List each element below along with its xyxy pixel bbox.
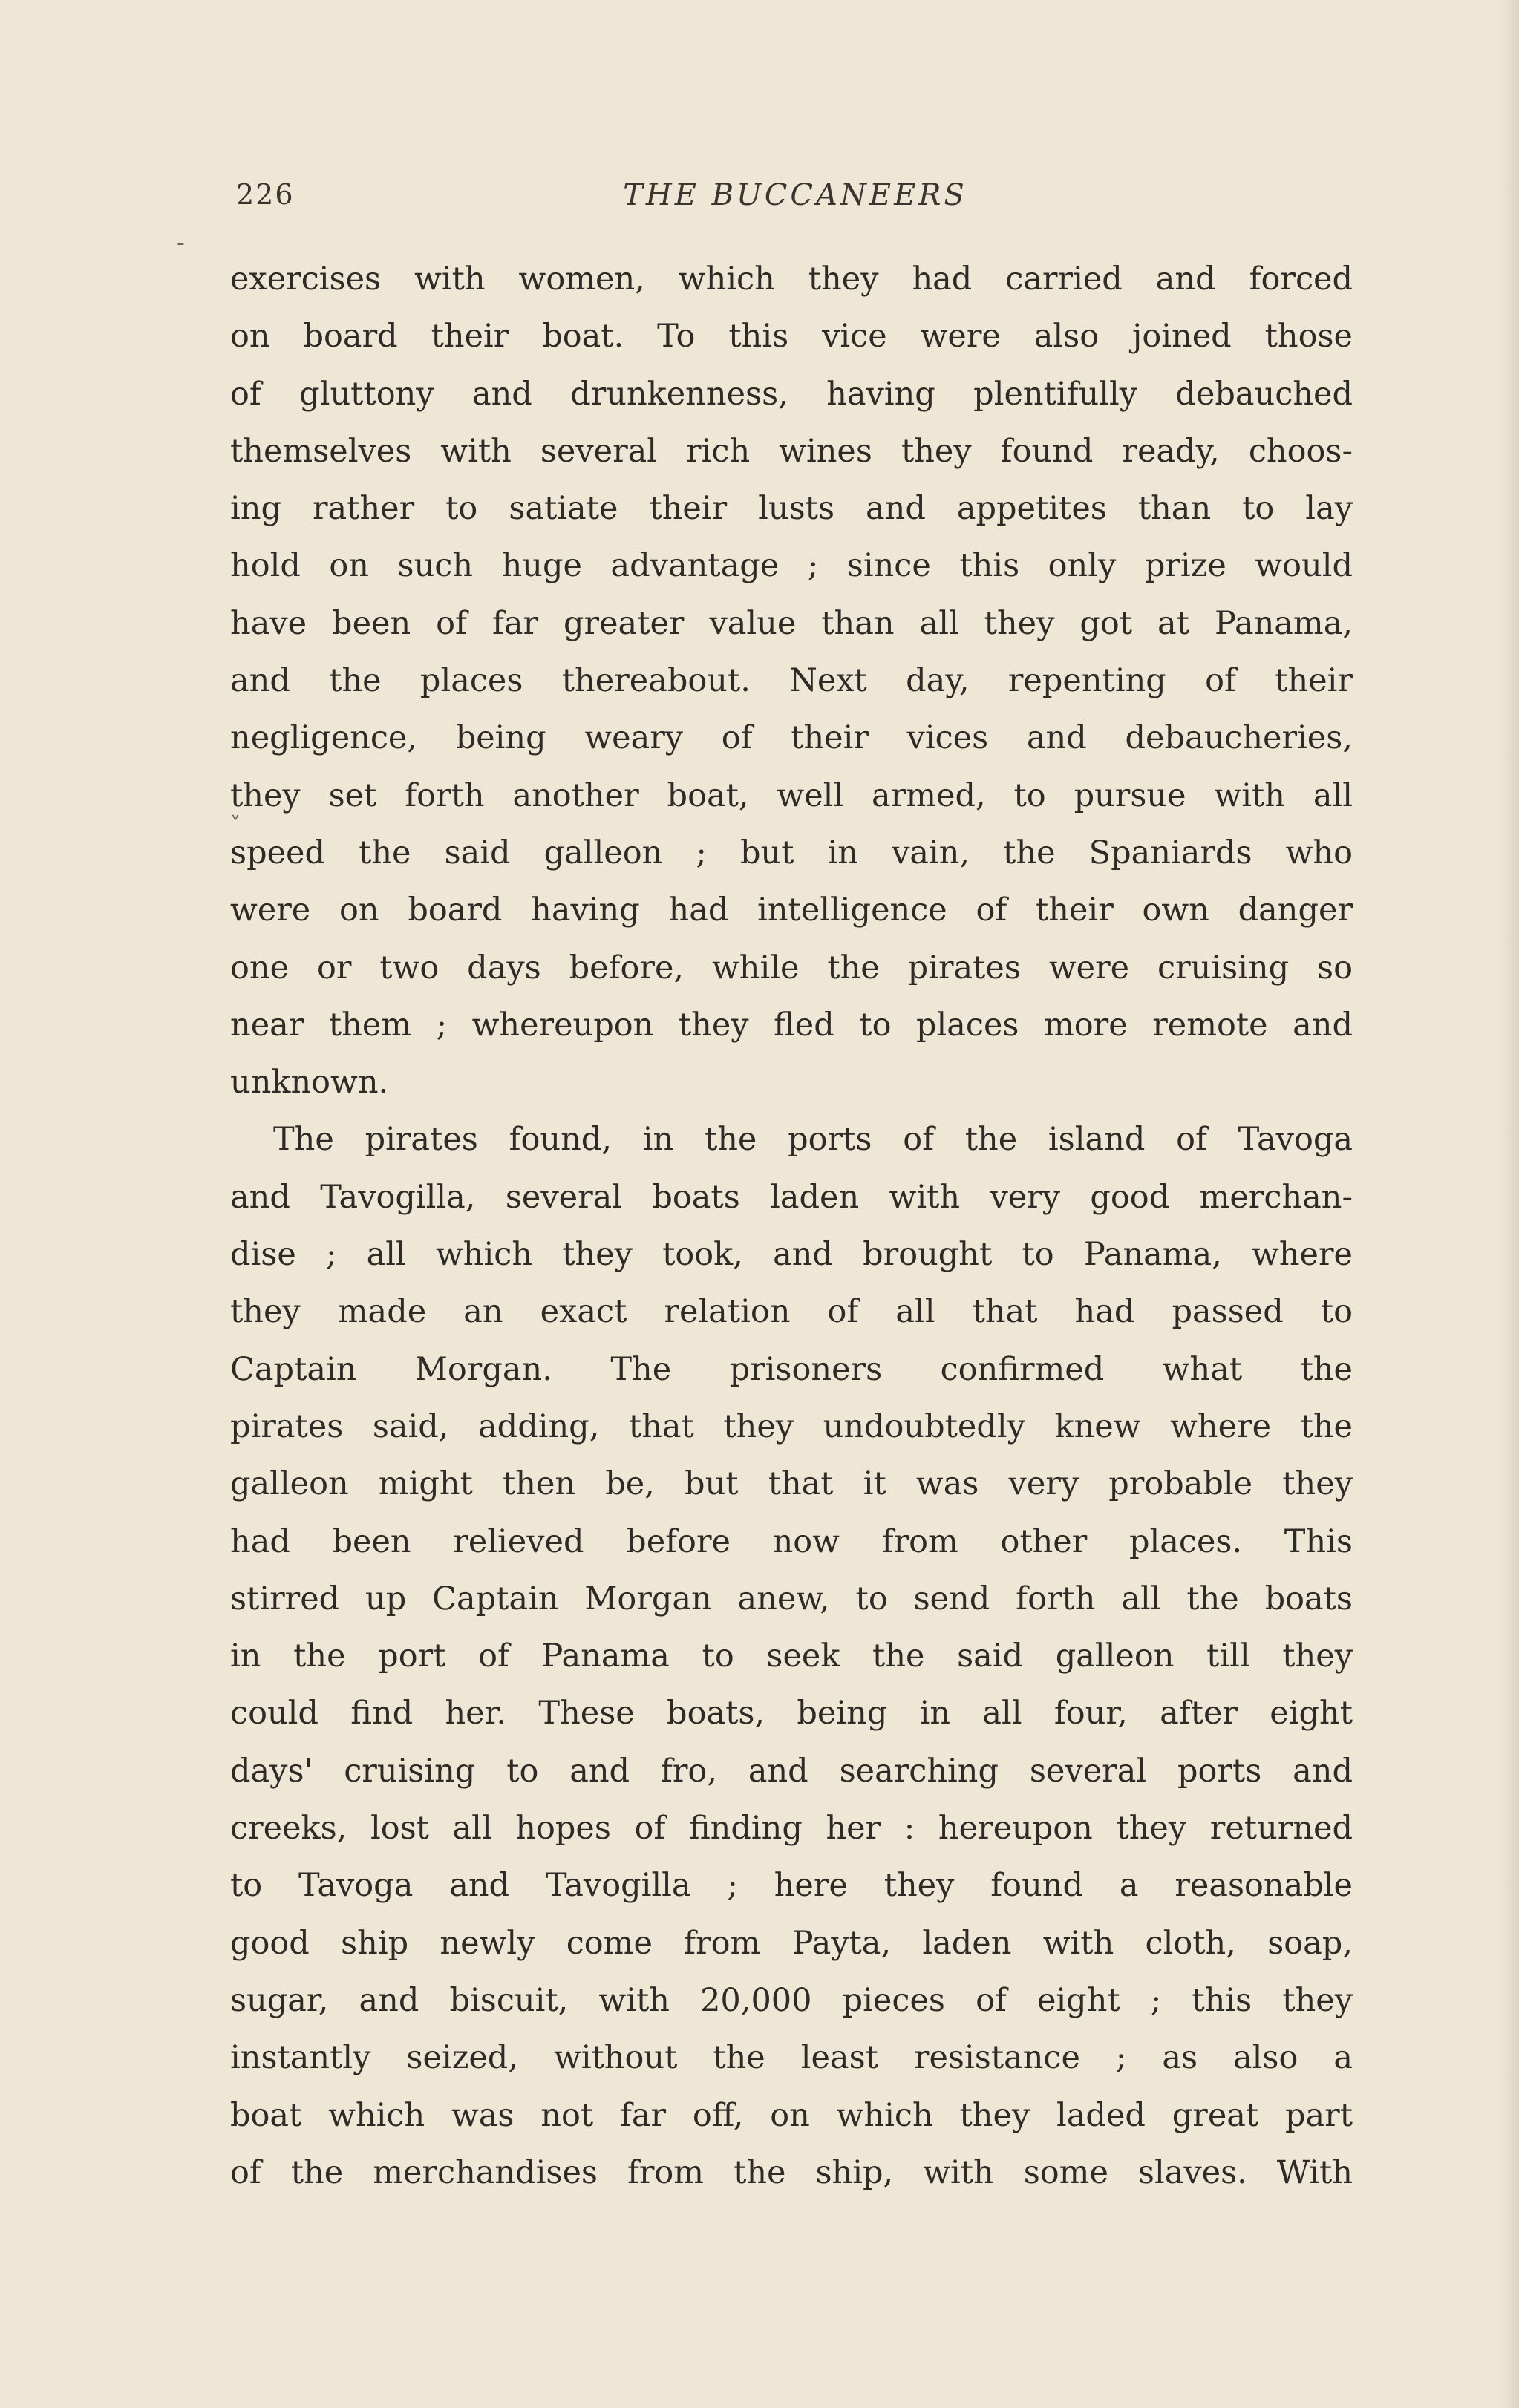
page-number: 226 [236, 178, 295, 211]
text-line: of the merchandises from the ship, with some slaves. With [230, 2153, 1353, 2191]
text-line: stirred up Captain Morgan anew, to send forth all the boats [230, 1580, 1353, 1617]
text-line: have been of far greater value than all they got at Panama, [230, 604, 1353, 642]
running-title: THE BUCCANEERS [623, 178, 967, 212]
text-line: hold on such huge advantage ; since this only prize would [230, 547, 1353, 585]
text-line: near them ; whereupon they fled to places more remote and [230, 1006, 1353, 1044]
text-line: had been relieved before now from other places. This [230, 1522, 1353, 1560]
text-line: and the places thereabout. Next day, repenting of their [230, 662, 1353, 700]
text-line: of gluttony and drunkenness, having plentifully debauched [230, 375, 1353, 413]
text-line: to Tavoga and Tavogilla ; here they found a reasonable [230, 1867, 1353, 1905]
text-line: they made an exact relation of all that had passed to [230, 1293, 1353, 1331]
text-line: ing rather to satiate their lusts and appetites than to lay [230, 490, 1353, 528]
text-line: speed the said galleon ; but in vain, the Spaniards who [230, 834, 1353, 871]
page-edge-shadow [1500, 0, 1519, 2408]
text-line: negligence, being weary of their vices and debaucheries, [230, 719, 1353, 757]
text-line: they set forth another boat, well armed, to pursue with all [230, 776, 1353, 814]
paragraph-2 [230, 1111, 1353, 2202]
text-line: days' cruising to and fro, and searching several ports and [230, 1752, 1353, 1790]
text-line: good ship newly come from Payta, laden with cloth, soap, [230, 1924, 1353, 1962]
body-text [230, 251, 1353, 2202]
text-line: exercises with women, which they had carried and forced [230, 261, 1353, 298]
text-line: one or two days before, while the pirates were cruising so [230, 949, 1353, 987]
text-line: instantly seized, without the least resistance ; as also a [230, 2039, 1353, 2077]
text-line: dise ; all which they took, and brought to Panama, where [230, 1236, 1353, 1274]
text-line: themselves with several rich wines they found ready, choos- [230, 432, 1353, 470]
text-line: galleon might then be, but that it was very probable they [230, 1465, 1353, 1503]
text-line: on board their boat. To this vice were also joined those [230, 318, 1353, 356]
text-line: unknown. [230, 1064, 389, 1102]
text-line: and Tavogilla, several boats laden with very good merchan- [230, 1178, 1353, 1216]
paragraph-1 [230, 251, 1353, 1111]
text-line: pirates said, adding, that they undoubtedly knew where the [230, 1407, 1353, 1445]
text-line: Captain Morgan. The prisoners confirmed what the [230, 1350, 1353, 1388]
text-line: were on board having had intelligence of their own danger [230, 891, 1353, 929]
text-line: could find her. These boats, being in all four, after eight [230, 1695, 1353, 1733]
text-line: sugar, and biscuit, with 20,000 pieces of eight ; this they [230, 1981, 1353, 2019]
caret-annotation-mark: ˅ [230, 812, 241, 837]
stray-dash-mark: - [177, 230, 185, 256]
page-header [236, 178, 1354, 223]
text-line: The pirates found, in the ports of the island of Tavoga [273, 1121, 1353, 1159]
text-line: creeks, lost all hopes of finding her : hereupon they returned [230, 1810, 1353, 1848]
text-line: boat which was not far off, on which they laded great part [230, 2096, 1353, 2134]
text-line: in the port of Panama to seek the said galleon till they [230, 1637, 1353, 1675]
